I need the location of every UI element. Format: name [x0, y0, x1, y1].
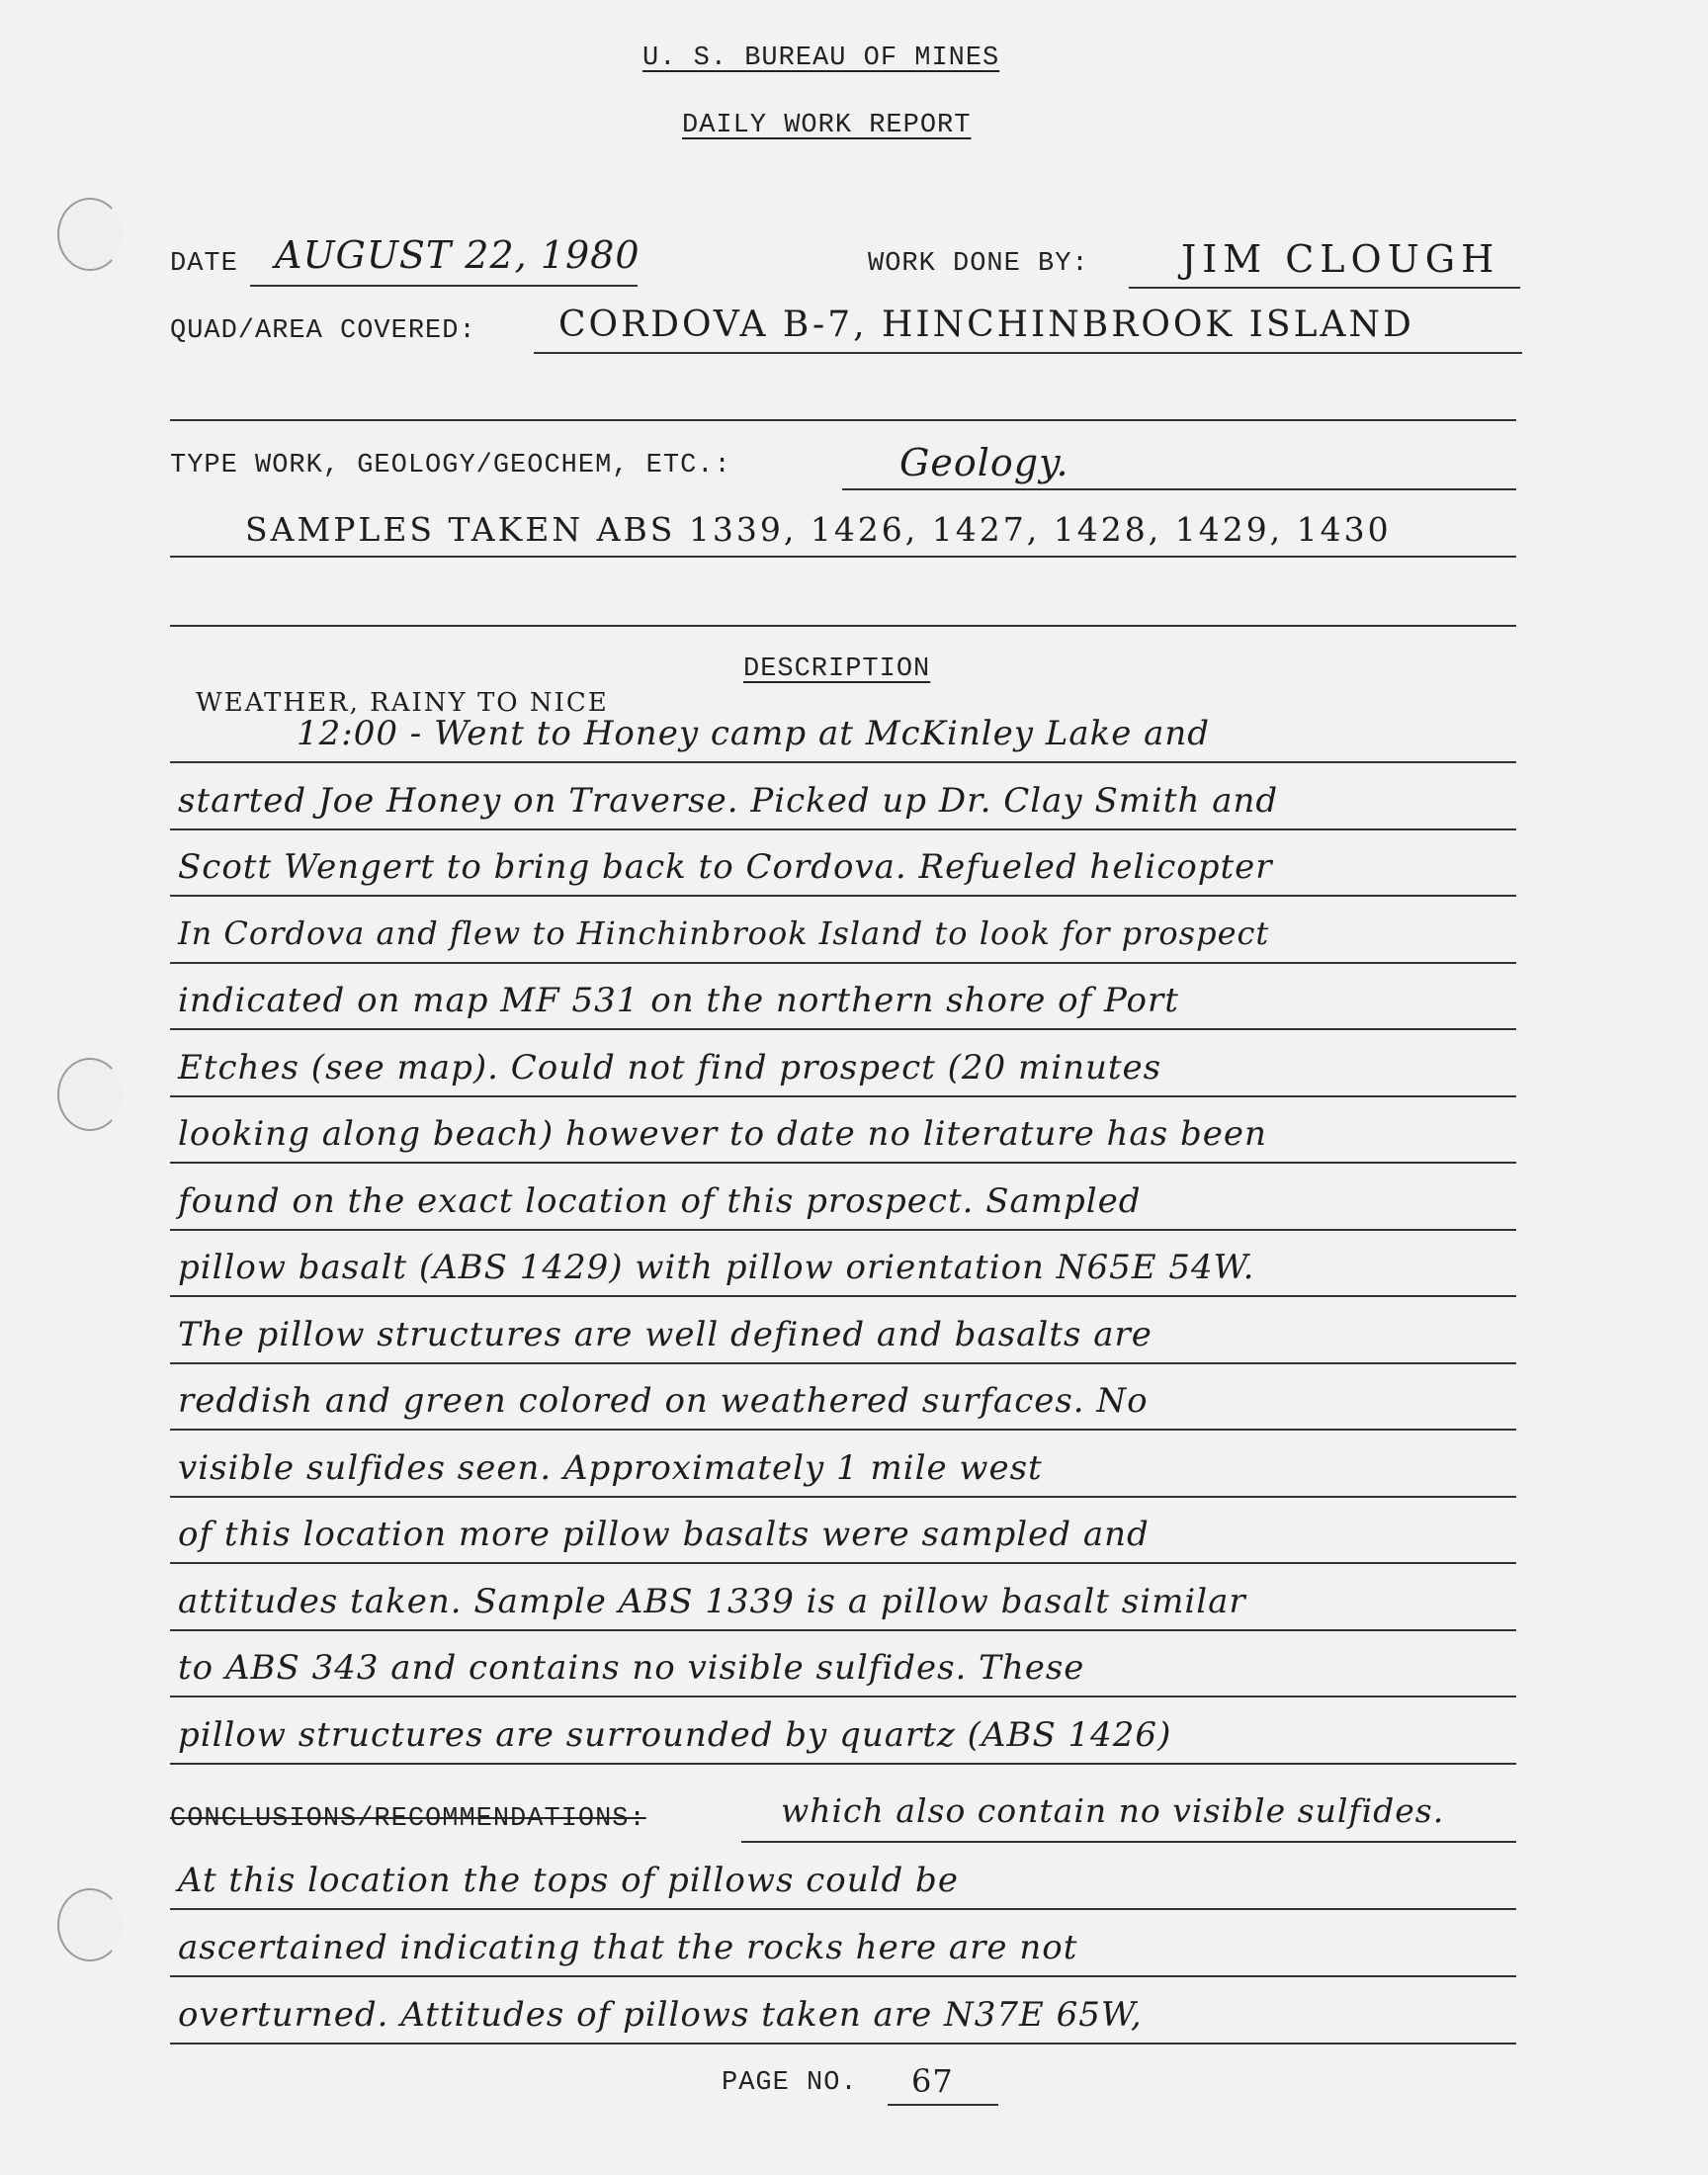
quad-line-2 [170, 419, 1516, 421]
description-rule [170, 1162, 1516, 1164]
description-line: found on the exact location of this prospect. Sampled [178, 1180, 1142, 1221]
work-done-by-label: WORK DONE BY: [868, 249, 1089, 279]
description-rule [170, 1562, 1516, 1564]
samples-value: SAMPLES TAKEN ABS 1339, 1426, 1427, 1428, 1429, 1430 [245, 510, 1392, 549]
description-rule [170, 1496, 1516, 1498]
description-rule [170, 1696, 1516, 1697]
weather-note: WEATHER, RAINY TO NICE [196, 688, 609, 718]
quad-line [534, 352, 1522, 354]
work-done-by-line [1129, 287, 1520, 289]
page-label: PAGE NO. [722, 2068, 858, 2098]
form-title: DAILY WORK REPORT [682, 111, 972, 140]
conclusions-label: CONCLUSIONS/RECOMMENDATIONS: [170, 1804, 646, 1834]
description-line: In Cordova and flew to Hinchinbrook Island to look for prospect [178, 914, 1270, 952]
description-rule [170, 895, 1516, 897]
page-number-line [888, 2104, 998, 2106]
quad-value: CORDOVA B-7, HINCHINBROOK ISLAND [558, 304, 1414, 345]
conclusions-line [741, 1841, 1516, 1843]
description-rule [170, 1429, 1516, 1431]
description-rule [170, 761, 1516, 763]
type-work-value: Geology. [899, 441, 1069, 484]
description-rule [170, 1295, 1516, 1297]
date-value: AUGUST 22, 1980 [275, 233, 640, 277]
description-line: of this location more pillow basalts were sampled and [178, 1515, 1150, 1554]
quad-label: QUAD/AREA COVERED: [170, 316, 476, 346]
description-rule [170, 1095, 1516, 1097]
blank-line [170, 625, 1516, 627]
binder-hole-bottom [57, 1888, 123, 1961]
type-work-line [842, 488, 1516, 490]
date-label: DATE [170, 249, 238, 279]
description-heading: DESCRIPTION [743, 654, 931, 684]
description-rule [170, 962, 1516, 964]
conclusions-line: At this location the tops of pillows could be [178, 1861, 959, 1900]
conclusions-first-line: which also contain no visible sulfides. [781, 1791, 1445, 1830]
binder-hole-top [57, 198, 123, 271]
binder-hole-middle [57, 1058, 123, 1131]
samples-line [170, 556, 1516, 558]
description-line: pillow structures are surrounded by quartz (ABS 1426) [178, 1714, 1172, 1755]
description-rule [170, 1229, 1516, 1231]
conclusions-line: overturned. Attitudes of pillows taken are N37E 65W, [178, 1995, 1143, 2035]
conclusions-rule [170, 1975, 1516, 1977]
description-line: 12:00 - Went to Honey camp at McKinley Lake and [297, 714, 1211, 753]
description-line: Scott Wengert to bring back to Cordova. Refueled helicopter [178, 847, 1273, 887]
agency-title: U. S. BUREAU OF MINES [642, 44, 1000, 73]
description-rule [170, 1362, 1516, 1364]
description-rule [170, 1763, 1516, 1765]
description-line: The pillow structures are well defined and basalts are [178, 1314, 1153, 1354]
description-line: started Joe Honey on Traverse. Picked up Dr. Clay Smith and [178, 780, 1279, 821]
conclusions-rule [170, 1908, 1516, 1910]
description-line: attitudes taken. Sample ABS 1339 is a pillow basalt similar [178, 1581, 1246, 1621]
description-rule [170, 1629, 1516, 1631]
page-number: 67 [911, 2062, 954, 2100]
description-line: indicated on map MF 531 on the northern shore of Port [178, 981, 1179, 1020]
description-rule [170, 828, 1516, 830]
conclusions-line: ascertained indicating that the rocks here are not [178, 1928, 1078, 1967]
description-line: pillow basalt (ABS 1429) with pillow orientation N65E 54W. [178, 1248, 1255, 1287]
type-work-label: TYPE WORK, GEOLOGY/GEOCHEM, ETC.: [170, 451, 731, 480]
work-done-by-value: JIM CLOUGH [1181, 237, 1500, 281]
description-line: reddish and green colored on weathered surfaces. No [178, 1381, 1149, 1421]
description-line: looking along beach) however to date no literature has been [178, 1114, 1267, 1154]
conclusions-rule [170, 2043, 1516, 2044]
description-line: visible sulfides seen. Approximately 1 mile west [178, 1447, 1043, 1488]
description-rule [170, 1028, 1516, 1030]
description-line: Etches (see map). Could not find prospect (20 minutes [178, 1047, 1162, 1088]
date-line [250, 285, 638, 287]
description-line: to ABS 343 and contains no visible sulfides. These [178, 1648, 1085, 1688]
